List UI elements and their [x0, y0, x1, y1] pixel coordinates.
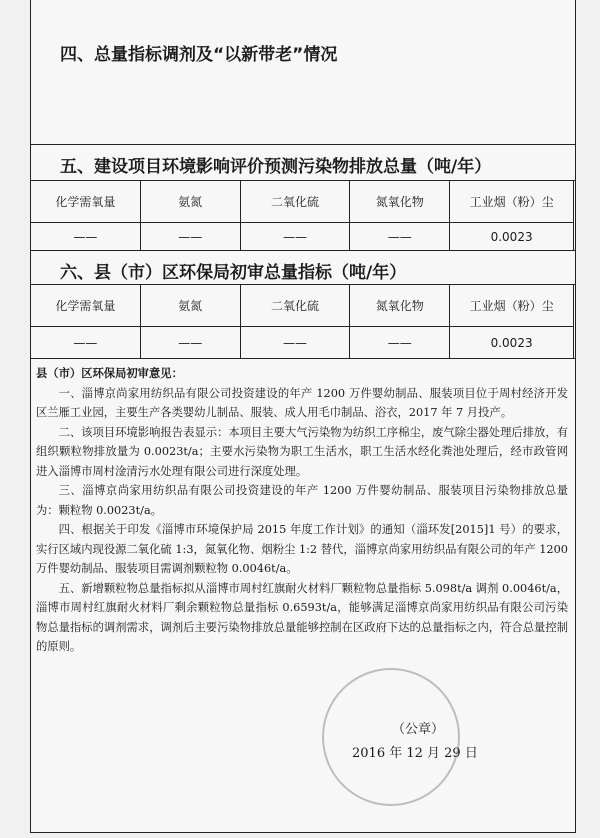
stamp-label: （公章） — [392, 722, 445, 737]
value-cell: 0.0023 — [450, 327, 574, 359]
opinion-paragraph: 四、根据关于印发《淄博市环境保护局 2015 年度工作计划》的通知（淄环发[2015]1 号）的要求，实行区域内现役源二氧化硫 1:3，氮氧化物、烟粉尘 1:2 替代，淄博京尚家用纺织品有限公司的年产 1200 万件婴幼制品、服装项目需调剂颗粒物 0.0046t/a。 — [36, 523, 568, 575]
table-header-row — [31, 285, 574, 327]
header-cell: 氮氧化物 — [350, 181, 450, 223]
emission-table-6 — [30, 284, 574, 359]
value-cell: —— — [31, 223, 141, 251]
opinion-label: 县（市）区环保局初审意见： — [36, 367, 183, 380]
table-row — [31, 327, 574, 359]
header-cell: 氨氮 — [140, 285, 240, 327]
table-header-row — [31, 181, 574, 223]
value-cell: —— — [240, 223, 350, 251]
review-opinion — [36, 364, 568, 657]
value-cell: —— — [140, 327, 240, 359]
value-cell: —— — [31, 327, 141, 359]
emission-table-5 — [30, 180, 574, 251]
value-cell: 0.0023 — [450, 223, 574, 251]
value-cell: —— — [350, 223, 450, 251]
header-cell: 二氧化硫 — [240, 181, 350, 223]
header-cell: 工业烟（粉）尘 — [450, 285, 574, 327]
value-cell: —— — [240, 327, 350, 359]
header-cell: 氨氮 — [140, 181, 240, 223]
opinion-paragraph: 二、该项目环境影响报告表显示：本项目主要大气污染物为纺织工序棉尘，废气除尘器处理后排放，有组织颗粒物排放量为 0.0023t/a；主要水污染物为职工生活水，职工生活水经化粪池处理后，经市政管网进入淄博市周村淦清污水处理有限公司进行深度处理。 — [36, 425, 568, 478]
opinion-paragraph: 一、淄博京尚家用纺织品有限公司投资建设的年产 1200 万件婴幼制品、服装项目位于周村经济开发区兰雁工业园，主要生产各类婴幼儿制品、服装、成人用毛巾制品、浴衣，2017 年 7 月投产。 — [36, 386, 568, 419]
signature-date: 2016 年 12 月 29 日 — [352, 746, 478, 761]
value-cell: —— — [140, 223, 240, 251]
header-cell: 工业烟（粉）尘 — [450, 181, 574, 223]
header-cell: 氮氧化物 — [350, 285, 450, 327]
opinion-paragraph: 五、新增颗粒物总量指标拟从淄博市周村红旗耐火材料厂颗粒物总量指标 5.098t/a 调剂 0.0046t/a，淄博市周村红旗耐火材料厂剩余颗粒物总量指标 0.6593t/a，能够满足淄博京尚家用纺织品有限公司污染物总量指标的调剂需求，调剂后主要污染物排放总量能够控制在区政府下达的总量指标之内，符合总量控制的原则。 — [36, 581, 568, 653]
header-cell: 化学需氧量 — [31, 285, 141, 327]
opinion-paragraph: 三、淄博京尚家用纺织品有限公司投资建设的年产 1200 万件婴幼制品、服装项目污染物排放总量为：颗粒物 0.0023t/a。 — [36, 484, 568, 517]
section-6-heading: 六、县（市）区环保局初审总量指标（吨/年） — [60, 263, 407, 283]
table-row — [31, 223, 574, 251]
divider — [30, 144, 575, 145]
section-5-heading: 五、建设项目环境影响评价预测污染物排放总量（吨/年） — [60, 157, 492, 177]
header-cell: 二氧化硫 — [240, 285, 350, 327]
section-4-heading: 四、总量指标调剂及“以新带老”情况 — [60, 45, 338, 65]
official-seal — [322, 668, 460, 806]
header-cell: 化学需氧量 — [31, 181, 141, 223]
value-cell: —— — [350, 327, 450, 359]
